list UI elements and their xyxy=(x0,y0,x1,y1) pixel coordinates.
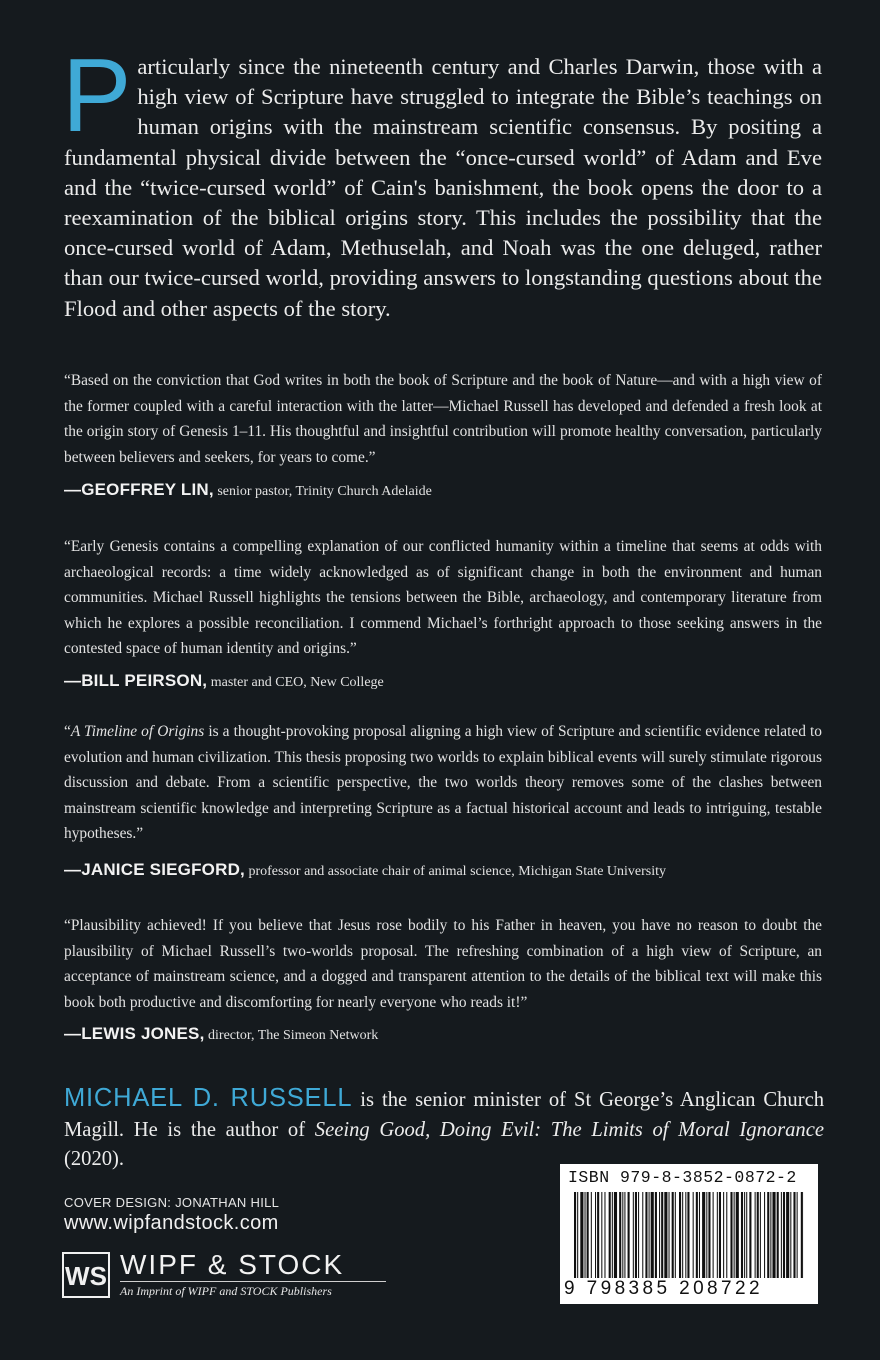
endorser-name: —GEOFFREY LIN, xyxy=(64,480,214,499)
barcode-bar xyxy=(585,1192,586,1278)
barcode-bar xyxy=(793,1192,795,1278)
barcode-bar xyxy=(645,1192,647,1278)
barcode-bar xyxy=(642,1192,643,1278)
barcode-bar xyxy=(723,1192,724,1278)
endorser-name: —LEWIS JONES, xyxy=(64,1024,205,1043)
barcode-bar xyxy=(783,1192,785,1278)
barcode-bar xyxy=(767,1192,769,1278)
barcode-bar xyxy=(591,1192,592,1278)
intro-paragraph xyxy=(62,38,822,324)
barcode-bar xyxy=(734,1192,735,1278)
barcode-bar xyxy=(624,1192,625,1278)
bio-text: is the senior minister of St George’s Anglican Church Magill. He is the author of xyxy=(64,1089,825,1141)
endorser-name: —BILL PEIRSON, xyxy=(64,671,208,690)
barcode-bar xyxy=(672,1192,674,1278)
quote-text: is a thought-provoking proposal aligning a high view of Scripture and scientific evidence related to evolution and human civilization. This thesis proposing two worlds to explain biblical events will surely stimulate rigorous discussion and debate. From a scientific perspective, the two worlds theory removes some of the clashes between mainstream scientific knowledge and interpreting Scripture as a factual historical account and leads to intriguing, testable hypotheses.” xyxy=(64,723,822,843)
barcode-bar xyxy=(659,1192,660,1278)
barcode-bar xyxy=(708,1192,710,1278)
barcode-bar xyxy=(633,1192,634,1278)
isbn-label: ISBN 979-8-3852-0872-2 xyxy=(568,1168,797,1187)
drop-cap: P xyxy=(62,38,132,154)
endorsement-quote: “Based on the conviction that God writes in both the book of Scripture and the book of Nature—and with a high view of the former coupled with a careful interaction with the latter—Michael Russell has developed and defended a fresh look at the origin story of Genesis 1–11. His thoughtful and insightful contribution will promote healthy conversation, particularly between believers and seekers, for years to come.” xyxy=(64,372,822,466)
barcode-bar xyxy=(706,1192,707,1278)
barcode-bar xyxy=(604,1192,605,1278)
barcode-bar xyxy=(622,1192,623,1278)
barcode-bar xyxy=(601,1192,602,1278)
publisher-tagline: An Imprint of WIPF and STOCK Publishers xyxy=(120,1284,332,1298)
endorsement-attribution xyxy=(64,1024,844,1044)
barcode-bar xyxy=(655,1192,657,1278)
endorser-name: —JANICE SIEGFORD, xyxy=(64,860,245,879)
intro-text: articularly since the nineteenth century and Charles Darwin, those with a high view of Scripture have struggled to integrate the Bible’s teachings on human origins with the mainstream scientific consensus. By positing a fundamental physical divide between the “once-cursed world” of Adam and Eve and the “twice-cursed world” of Cain's banishment, the book opens the door to a reexamination of the biblical origins story. This includes the possibility that the once-cursed world of Adam, Methuselah, and Noah was the one deluged, rather than our twice-cursed world, providing answers to longstanding questions about the Flood and other aspects of the story. xyxy=(64,54,822,321)
publisher-divider xyxy=(120,1281,386,1282)
barcode-bar xyxy=(587,1192,589,1278)
endorsement-quote: “Plausibility achieved! If you believe that Jesus rose bodily to his Father in heaven, you have no reason to doubt the plausibility of Michael Russell’s two-worlds proposal. The refreshing combination of a high view of Scripture, an acceptance of mainstream science, and a dogged and transparent attention to the details of the biblical text will make this book both productive and discomforting for nearly everyone who reads it!” xyxy=(64,917,822,1011)
bio-text-end: (2020). xyxy=(64,1148,125,1170)
publisher-website[interactable]: www.wipfandstock.com xyxy=(64,1212,279,1234)
barcode-bar xyxy=(772,1192,775,1278)
isbn-barcode xyxy=(560,1164,818,1304)
barcode-bar xyxy=(786,1192,789,1278)
barcode-digits: 9 798385 208722 xyxy=(564,1278,763,1299)
barcode-bar xyxy=(651,1192,654,1278)
barcode-bar xyxy=(741,1192,743,1278)
barcode-bar xyxy=(770,1192,771,1278)
endorser-role: professor and associate chair of animal science, Michigan State University xyxy=(248,864,667,879)
barcode-bar xyxy=(669,1192,670,1278)
barcode-bar xyxy=(717,1192,718,1278)
barcode-bar xyxy=(730,1192,732,1278)
barcode-bar xyxy=(679,1192,681,1278)
barcode-bar xyxy=(699,1192,700,1278)
barcode-bar xyxy=(635,1192,637,1278)
previous-book-title: Seeing Good, Doing Evil: The Limits of Moral Ignorance xyxy=(314,1118,824,1141)
endorsement-attribution xyxy=(64,480,844,500)
publisher-name: WIPF & STOCK xyxy=(120,1249,345,1280)
author-name: MICHAEL D. RUSSELL xyxy=(64,1084,353,1112)
quote-open: “ xyxy=(64,723,71,740)
endorser-role: master and CEO, New College xyxy=(210,675,384,690)
barcode-bar xyxy=(580,1192,583,1278)
barcode-bar xyxy=(597,1192,599,1278)
barcode-bar xyxy=(749,1192,751,1278)
barcode-bar xyxy=(614,1192,617,1278)
publisher-logo xyxy=(62,1249,402,1302)
barcode-bar xyxy=(661,1192,663,1278)
barcode-bar xyxy=(755,1192,756,1278)
author-bio xyxy=(64,1084,824,1175)
barcode-bar xyxy=(682,1192,683,1278)
barcode-bar xyxy=(693,1192,694,1278)
barcode-bar xyxy=(801,1192,803,1278)
barcode-bar xyxy=(760,1192,761,1278)
barcode-bar xyxy=(687,1192,689,1278)
barcode-bar xyxy=(664,1192,667,1278)
barcode-bar xyxy=(757,1192,759,1278)
ws-logo-text: WS xyxy=(65,1261,107,1291)
barcode-bar xyxy=(781,1192,782,1278)
barcode-bar xyxy=(649,1192,650,1278)
barcode-bar xyxy=(746,1192,747,1278)
endorsement-quote: “Early Genesis contains a compelling explanation of our conflicted humanity within a timeline that seems at odds with archaeological records: a time widely acknowledged as of significant change in both the environment and human communities. Michael Russell highlights the tensions between the Bible, archaeology, and contemporary literature from which he explores a possible reconciliation. I commend Michael’s forthright approach to those seeking answers in the contested space of human identity and origins.” xyxy=(64,538,822,658)
barcode-bar xyxy=(777,1192,779,1278)
barcode-bar xyxy=(628,1192,630,1278)
barcode-bar xyxy=(702,1192,705,1278)
barcode-bar xyxy=(696,1192,698,1278)
barcode-bar xyxy=(736,1192,739,1278)
barcode-bar xyxy=(713,1192,714,1278)
barcode-bar xyxy=(790,1192,791,1278)
barcode-bar xyxy=(595,1192,596,1278)
endorser-role: director, The Simeon Network xyxy=(208,1028,379,1043)
ws-logo-icon xyxy=(62,1252,110,1298)
barcode-bar xyxy=(685,1192,686,1278)
endorsement-quote xyxy=(64,719,822,847)
barcode-bar xyxy=(612,1192,613,1278)
barcode-bar xyxy=(726,1192,727,1278)
barcode-bar xyxy=(609,1192,611,1278)
barcode-bar xyxy=(577,1192,578,1278)
cover-design-credit: COVER DESIGN: JONATHAN HILL xyxy=(64,1195,280,1210)
barcode-bar xyxy=(574,1192,576,1278)
barcode-bar xyxy=(675,1192,676,1278)
endorsement-attribution xyxy=(64,671,844,691)
book-title: A Timeline of Origins xyxy=(70,723,205,740)
barcode-bars xyxy=(574,1192,804,1278)
endorser-role: senior pastor, Trinity Church Adelaide xyxy=(217,484,432,499)
barcode-bar xyxy=(744,1192,745,1278)
barcode-bar xyxy=(619,1192,621,1278)
barcode-bar xyxy=(638,1192,639,1278)
endorsement-attribution xyxy=(64,860,844,880)
barcode-bar xyxy=(764,1192,765,1278)
barcode-bar xyxy=(719,1192,721,1278)
barcode-bar xyxy=(797,1192,798,1278)
